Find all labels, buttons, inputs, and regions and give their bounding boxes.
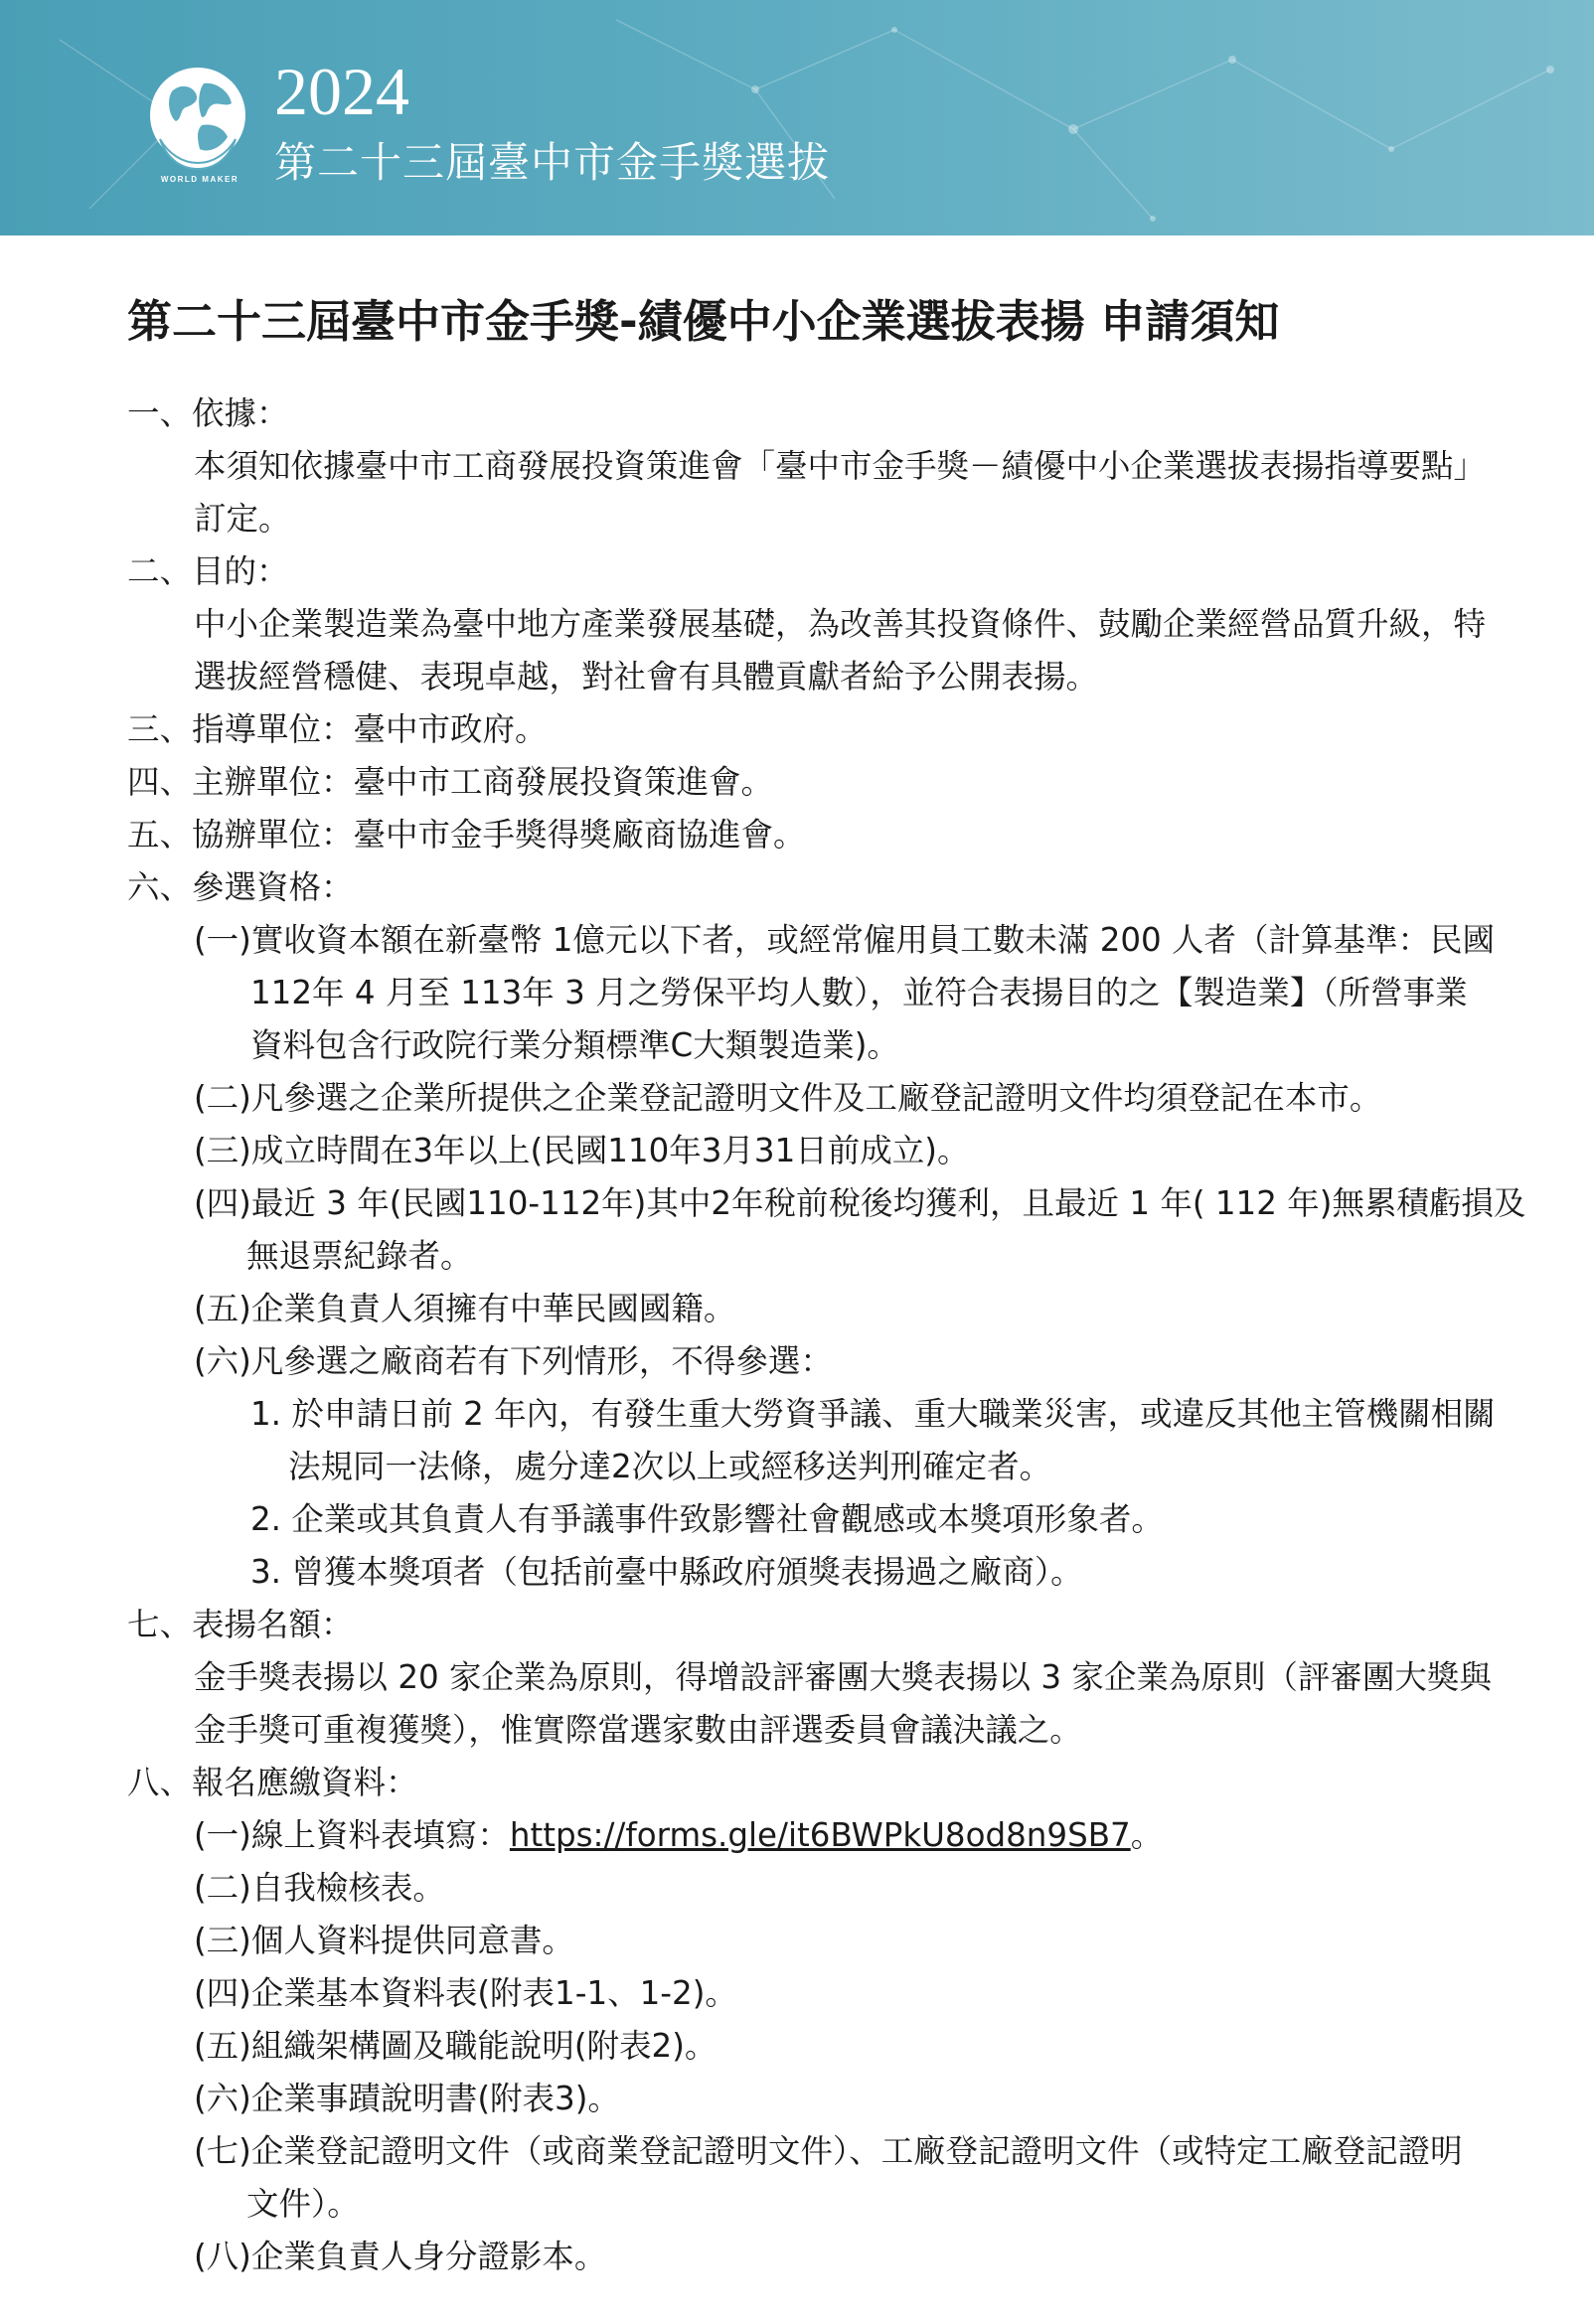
paragraph-line: 訂定。 — [194, 500, 291, 538]
online-form-suffix: 。 — [1130, 1816, 1164, 1854]
section-heading-quota: 七、表揚名額： — [127, 1606, 354, 1643]
list-item: (二)自我檢核表。 — [194, 1869, 445, 1907]
paragraph-line: 金手獎可重複獲獎），惟實際當選家數由評選委員會議決議之。 — [194, 1711, 1082, 1749]
list-item: (六)凡參選之廠商若有下列情形，不得參選： — [194, 1342, 833, 1380]
section-co-organizer: 五、協辦單位：臺中市金手獎得獎廠商協進會。 — [127, 816, 806, 853]
list-item: (五)組織架構圖及職能說明(附表2)。 — [194, 2027, 717, 2065]
section-supervising-unit: 三、指導單位：臺中市政府。 — [127, 710, 548, 748]
sub-list-item: 1. 於申請日前 2 年內，有發生重大勞資爭議、重大職業災害，或違反其他主管機關相關 — [250, 1395, 1496, 1433]
sub-list-item-continuation: 法規同一法條，處分達2次以上或經移送判刑確定者。 — [288, 1448, 1052, 1485]
list-item-continuation: 文件）。 — [246, 2185, 360, 2223]
list-item: (八)企業負責人身分證影本。 — [194, 2238, 607, 2275]
sub-list-item: 2. 企業或其負責人有爭議事件致影響社會觀感或本獎項形象者。 — [250, 1500, 1164, 1538]
document-title: 第二十三屆臺中市金手獎-績優中小企業選拔表揚 申請須知 — [127, 295, 1280, 348]
logo-text: WORLD MAKER — [160, 175, 239, 184]
online-form-link[interactable]: https://forms.gle/it6BWPkU8od8n9SB7 — [509, 1816, 1131, 1854]
paragraph-line: 中小企業製造業為臺中地方產業發展基礎，為改善其投資條件、鼓勵企業經營品質升級，特 — [194, 605, 1487, 643]
sub-list-item: 3. 曾獲本獎項者（包括前臺中縣政府頒獎表揚過之廠商）。 — [250, 1553, 1083, 1591]
world-maker-globe-logo — [142, 62, 253, 191]
list-item: (三)個人資料提供同意書。 — [194, 1922, 574, 1959]
list-item: (二)凡參選之企業所提供之企業登記證明文件及工廠登記證明文件均須登記在本市。 — [194, 1079, 1382, 1117]
list-item-online-form — [194, 1809, 1163, 1862]
banner-subtitle: 第二十三屆臺中市金手獎選拔 — [274, 138, 831, 187]
list-item: (四)最近 3 年(民國110-112年)其中2年稅前稅後均獲利，且最近 1 年( 112 年)無累積虧損及 — [194, 1184, 1526, 1222]
online-form-label: (一)線上資料表填寫： — [194, 1816, 510, 1854]
list-item: (三)成立時間在3年以上(民國110年3月31日前成立)。 — [194, 1132, 970, 1169]
list-item-continuation: 無退票紀錄者。 — [246, 1237, 473, 1275]
list-item-continuation: 資料包含行政院行業分類標準C大類製造業)。 — [250, 1026, 899, 1064]
list-item: (七)企業登記證明文件（或商業登記證明文件）、工廠登記證明文件（或特定工廠登記證明 — [194, 2132, 1463, 2170]
section-heading-purpose: 二、目的： — [127, 552, 289, 590]
header-banner — [0, 0, 1594, 235]
list-item: (六)企業事蹟說明書(附表3)。 — [194, 2080, 620, 2117]
paragraph-line: 金手獎表揚以 20 家企業為原則，得增設評審團大獎表揚以 3 家企業為原則（評審團大獎與 — [194, 1658, 1492, 1696]
list-item-continuation: 112年 4 月至 113年 3 月之勞保平均人數），並符合表揚目的之【製造業】（所營事業 — [250, 974, 1468, 1011]
banner-year: 2024 — [274, 54, 409, 129]
list-item: (四)企業基本資料表(附表1-1、1-2)。 — [194, 1974, 737, 2012]
list-item: (一)實收資本額在新臺幣 1億元以下者，或經常僱用員工數未滿 200 人者（計算基準：民國 — [194, 921, 1496, 959]
paragraph-line: 選拔經營穩健、表現卓越，對社會有具體貢獻者給予公開表揚。 — [194, 658, 1099, 696]
section-heading-required-documents: 八、報名應繳資料： — [127, 1764, 418, 1801]
list-item: (五)企業負責人須擁有中華民國國籍。 — [194, 1290, 736, 1327]
section-heading-basis: 一、依據： — [127, 394, 289, 432]
section-organizer: 四、主辦單位：臺中市工商發展投資策進會。 — [127, 763, 774, 801]
paragraph-line: 本須知依據臺中市工商發展投資策進會「臺中市金手獎－績優中小企業選拔表揚指導要點」 — [194, 447, 1487, 485]
section-heading-eligibility: 六、參選資格： — [127, 868, 354, 906]
